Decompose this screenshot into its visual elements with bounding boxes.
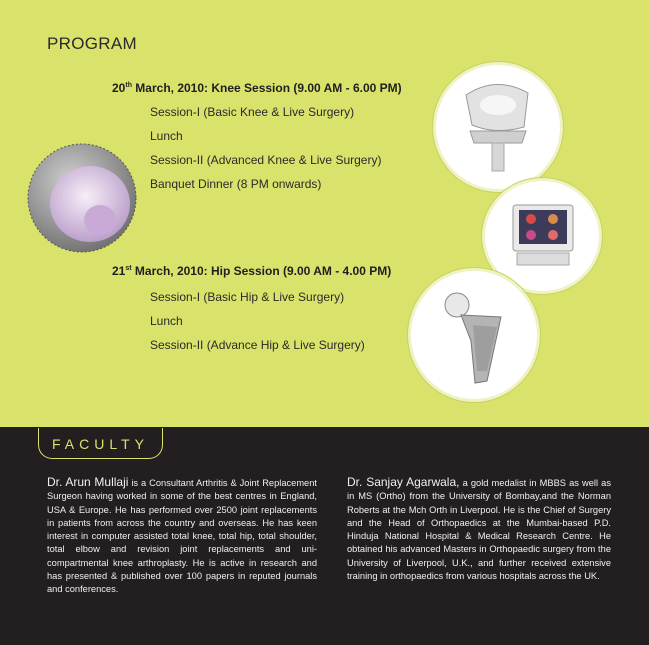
day1-heading xyxy=(112,81,402,95)
day1-item-4: Banquet Dinner (8 PM onwards) xyxy=(150,177,322,191)
day1-item-3: Session-II (Advanced Knee & Live Surgery) xyxy=(150,153,382,167)
faculty-bio-mullaji xyxy=(47,476,317,597)
faculty-heading: FACULTY xyxy=(52,436,149,452)
bio-name-agarwala: Dr. Sanjay Agarwala, xyxy=(347,475,460,489)
day2-item-3: Session-II (Advance Hip & Live Surgery) xyxy=(150,338,365,352)
day1-item-2: Lunch xyxy=(150,129,183,143)
day2-item-1: Session-I (Basic Hip & Live Surgery) xyxy=(150,290,345,304)
day2-date-suffix: st xyxy=(125,265,132,272)
day2-heading-text: March, 2010: Hip Session (9.00 AM - 4.00 PM) xyxy=(131,264,392,278)
knee-implant-image xyxy=(433,62,563,192)
hip-cup-implant-image xyxy=(22,140,142,255)
bio-name-mullaji: Dr. Arun Mullaji xyxy=(47,475,129,489)
day2-date-number: 21 xyxy=(112,264,126,278)
day1-date-number: 20 xyxy=(112,81,126,95)
day2-item-2: Lunch xyxy=(150,314,183,328)
day1-date-suffix: th xyxy=(125,82,132,89)
bio-text-agarwala: a gold medalist in MBBS as well as in MS (Ortho) from the University of Bombay,and the Norman Roberts at the Mch Orth in Liverpool. He is the Chief of Surgery and the Head of Orthopaedics at the Mumbai-based P.D. Hinduja National Hospital & Medical Research Centre. He obtained his advanced Masters in Orthopaedic surgery from the University of Liverpool, U.K., and further received extensive training in orthopaedics from various hospitals across the UK. xyxy=(347,478,611,582)
hip-stem-implant-image xyxy=(408,268,540,402)
program-title: PROGRAM xyxy=(47,34,137,53)
day1-heading-text: March, 2010: Knee Session (9.00 AM - 6.00 PM) xyxy=(131,81,402,95)
faculty-bio-agarwala xyxy=(347,476,611,583)
hip-stem-icon xyxy=(411,271,537,399)
bio-text-mullaji: is a Consultant Arthritis & Joint Replacement Surgeon having worked in some of the best centres in England, USA & Europe. He has performed over 2500 joint replacements in patients from across the country and overseas. He has keen interest in computer assisted total knee, total hip, total shoulder, total elbow and revision joint replacements and uni-compartmental knee arthroplasty. He is active in research and has presented & published over 100 papers in reputed journals and conferences. xyxy=(47,478,317,595)
day2-heading xyxy=(112,264,391,278)
day1-item-1: Session-I (Basic Knee & Live Surgery) xyxy=(150,105,355,119)
knee-implant-icon xyxy=(436,65,560,189)
